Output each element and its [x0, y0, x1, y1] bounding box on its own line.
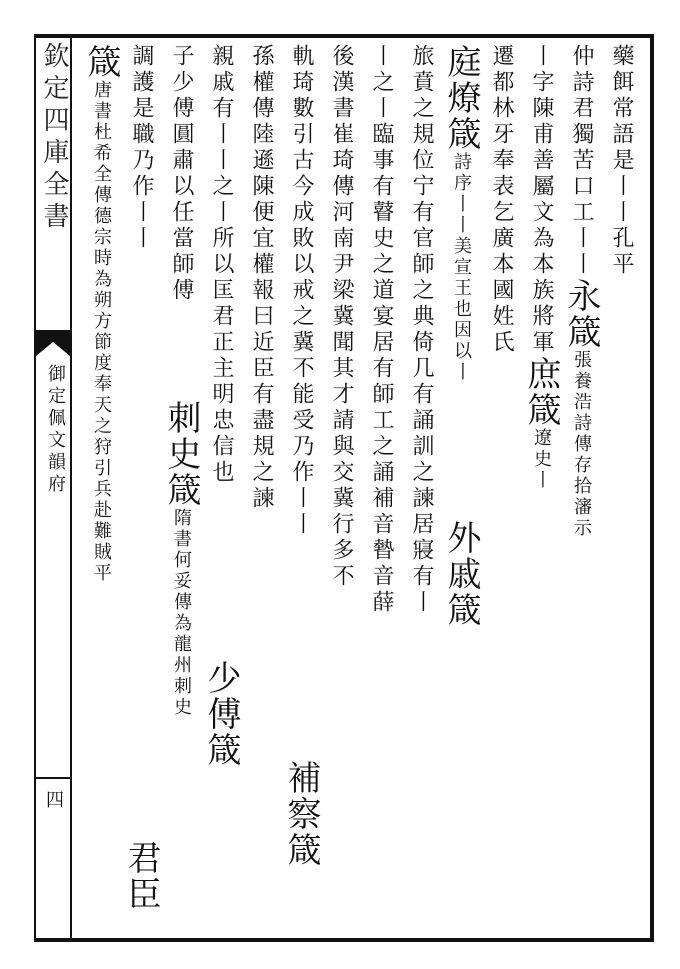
column-text: 旅賁之規位宁有官師之典倚几有誦訓之諫居寢有丨 — [409, 44, 434, 616]
column-text: 孫權傳陸遜陳便宜權報曰近臣有盡規之諫 — [249, 44, 274, 512]
text-column-8-lower — [280, 760, 322, 940]
column-text: 調護是職乃作丨丨 — [129, 44, 154, 252]
entry-headword: 庭燎箴 — [441, 44, 481, 152]
frame-right-rule — [650, 34, 654, 942]
text-column-3 — [520, 44, 562, 934]
column-text: 丨字陳甫善屬文為本族將軍 — [529, 44, 554, 356]
text-column-12-lower — [160, 400, 202, 940]
frame-margin-rule — [70, 34, 72, 942]
entry-headword: 永箴 — [561, 278, 601, 350]
entry-gloss: 遼史丨 — [531, 428, 552, 491]
text-column-6 — [400, 44, 442, 934]
entry-gloss: 詩序丨丨美宣王也因以丨 — [451, 152, 472, 383]
column-text: 親戚有丨丨之丨所以匡君正主明忠信也 — [209, 44, 234, 486]
margin-column — [36, 38, 70, 938]
text-column-2 — [560, 44, 602, 934]
fish-tail-mark-icon — [36, 330, 70, 356]
text-column-4 — [480, 44, 522, 934]
book-subtitle: 御定佩文韻府 — [45, 364, 66, 496]
text-column-5-lower — [440, 520, 482, 940]
frame-top-rule — [34, 34, 654, 38]
entry-headword: 庶箴 — [521, 356, 561, 428]
text-column-11-lower — [200, 660, 242, 940]
column-text: 子少傅圓肅以任當師傅 — [169, 44, 194, 304]
column-text: 丨之丨臨事有瞽史之道宴居有師工之誦補音暬音薛 — [369, 44, 394, 616]
text-column-13 — [120, 44, 162, 934]
column-text: 仲詩君獨苦口工丨丨 — [569, 44, 594, 278]
column-text: 軌琦數引古今成敗以戒之冀不能受乃作丨丨 — [289, 44, 314, 538]
entry-headword: 君臣 — [121, 840, 161, 912]
text-column-10 — [240, 44, 282, 934]
entry-headword: 箴 — [81, 44, 121, 80]
entry-headword: 少傅箴 — [201, 660, 241, 768]
text-column-8 — [320, 44, 362, 934]
text-column-14 — [80, 44, 122, 934]
entry-headword: 刺史箴 — [161, 400, 201, 508]
entry-gloss: 張養浩詩傳存拾瀋示 — [571, 350, 592, 539]
book-title: 欽定四庫全書 — [39, 42, 69, 234]
column-text: 後漢書崔琦傳河南尹梁冀聞其才請與交冀行多不 — [329, 44, 354, 590]
text-column-1 — [600, 44, 642, 934]
page-number: 四 — [43, 790, 64, 808]
text-column-13-lower — [120, 840, 162, 940]
column-text: 藥餌常語是丨丨孔平 — [609, 44, 634, 278]
entry-gloss: 唐書杜希全傳德宗時為朔方節度奉天之狩引兵赴難賊平 — [91, 80, 112, 584]
entry-headword: 外戚箴 — [441, 520, 481, 628]
entry-gloss: 隋書何妥傳為龍州刺史 — [171, 508, 192, 718]
entry-headword: 補察箴 — [281, 760, 321, 868]
column-text: 遷都林牙奉表乞廣本國姓氏 — [489, 44, 514, 356]
page-number-rule — [36, 777, 70, 779]
text-column-7 — [360, 44, 402, 934]
